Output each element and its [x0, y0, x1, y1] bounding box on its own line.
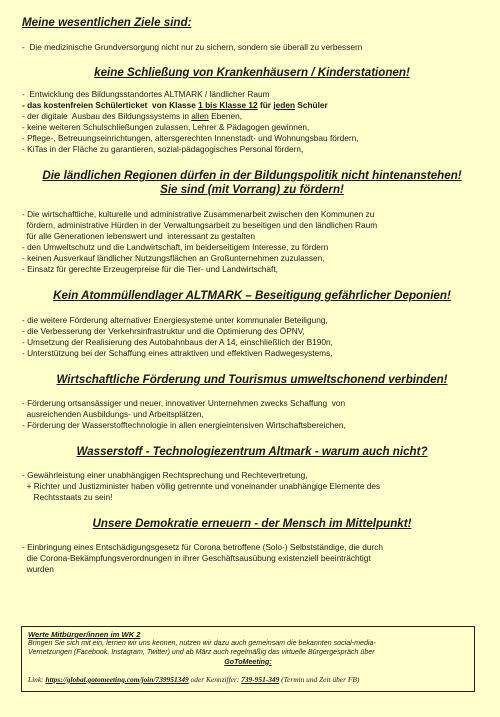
link-label: Link: — [28, 674, 46, 684]
education-list — [22, 89, 482, 155]
list-item: - Einsatz für gerechte Erzeugerpreise für die Tier- und Landwirtschaft, — [22, 264, 278, 274]
list-item-school-ticket — [22, 100, 482, 111]
infobox-body-line-1: Bringen Sie sich mit ein, lernen wir uns kennen, nutzen wir dazu auch gemeinsam die bekannten social-media- — [28, 639, 376, 648]
list-item: - Pflege-, Betreuungseinrichtungen, altersgerechten Innenstadt- und Wohnungsbau fördern, — [22, 133, 359, 143]
heading-line-1: Die ländlichen Regionen dürfen in der Bildungspolitik nicht hintenanstehen! — [42, 169, 462, 182]
economy-list — [22, 398, 482, 431]
meeting-note: (Termin und Zeit über FB) — [279, 674, 360, 684]
list-item: - den Umweltschutz und die Landwirtschaft, im beiderseitigem Interesse, zu fördern — [22, 242, 329, 252]
list-item: ausreichenden Ausbildungs- und Arbeitsplätzen, — [22, 409, 204, 419]
section-heading-nuclear: Kein Atommüllendlager ALTMARK – Beseitigung gefährlicher Deponien! — [53, 289, 451, 302]
meeting-code: 739-951-349 — [241, 674, 280, 684]
list-item: - Entwicklung des Bildungsstandortes ALTMARK / ländlicher Raum — [22, 89, 270, 99]
section-heading-goals: Meine wesentlichen Ziele sind: — [22, 16, 192, 29]
list-item-text: - der digitale Ausbau des Bildungssystems in allen Ebenen, — [22, 111, 243, 121]
list-item: - keinen Ausverkauf ländlicher Nutzungsflächen an Großunternehmen zuzulassen, — [22, 253, 325, 263]
underlined-text: allen — [191, 111, 209, 121]
goals-list — [22, 42, 482, 53]
section-heading-democracy: Unsere Demokratie erneuern - der Mensch im Mittelpunkt! — [92, 517, 412, 530]
list-item: - Gewährleistung einer unabhängigen Rechtsprechung und Rechtevertretung, — [22, 470, 308, 480]
list-item: - die Verbesserung der Verkehrsinfrastruktur und die Optimierung des ÖPNV, — [22, 326, 305, 336]
list-item: - Die medizinische Grundversorgung nicht nur zu sichern, sondern sie überall zu verbessern — [22, 42, 363, 52]
gotomeeting-label: GoToMeeting: — [224, 657, 272, 666]
meeting-info-box — [21, 626, 475, 692]
section-heading-economy: Wirtschaftliche Förderung und Tourismus umweltschonend verbinden! — [56, 373, 448, 386]
list-item: fördern, administrative Hürden in der Verwaltungsarbeit zu beseitigen und den ländlichen Raum — [22, 220, 378, 230]
list-item-digital — [22, 111, 482, 122]
list-item: Rechtsstaats zu sein! — [22, 492, 113, 502]
rural-list — [22, 209, 482, 275]
list-item: - KiTas in der Fläche zu garantieren, sozial-pädagogisches Personal fördern, — [22, 144, 304, 154]
section-heading-hospitals: keine Schließung von Krankenhäusern / Kinderstationen! — [94, 66, 410, 79]
democracy-list — [22, 542, 482, 575]
energy-list — [22, 315, 482, 359]
underlined-text: 1 bis Klasse 12 — [198, 100, 258, 110]
list-item: - Unterstützung bei der Schaffung eines attraktiven und effektiven Radwegesystems, — [22, 348, 333, 358]
list-item: + Richter und Justizminister haben völlig getrennte und voneinander unabhängige Elemente des — [22, 481, 381, 491]
code-label: oder Kennziffer: — [188, 674, 242, 684]
list-item: - Förderung der Wasserstofftechnologie in allen energieintensiven Wirtschaftsbereichen, — [22, 420, 346, 430]
list-item: - Einbringung eines Entschädigungsgesetz für Corona betroffene (Solo-) Selbstständige, die durch — [22, 542, 383, 552]
meeting-link-line — [28, 675, 468, 684]
list-item: für alle Generationen lebenswert und interessant zu gestalten — [22, 231, 255, 241]
list-item: - Umsetzung der Realisierung des Autobahnbaus der A 14, einschließlich der B190n, — [22, 337, 333, 347]
list-item: - Förderung ortsansässiger und neuer, innovativer Unternehmen zwecks Schaffung von — [22, 398, 346, 408]
list-item: - keine weiteren Schulschließungen zulassen, Lehrer & Pädagogen gewinnen, — [22, 122, 310, 132]
infobox-body-line-2: Vernetzungen (Facebook, Instagram, Twitter) und ab März auch regelmäßig das virtuelle Bürgergespräch über — [28, 648, 375, 657]
heading-line-2: Sie sind (mit Vorrang) zu fördern! — [160, 183, 344, 196]
list-item: - Die wirtschaftliche, kulturelle und administrative Zusammenarbeit zwischen den Kommunen zu — [22, 209, 375, 219]
list-item-text: - das kostenfreien Schülerticket von Klasse 1 bis Klasse 12 für jeden Schüler — [22, 100, 328, 110]
meeting-link[interactable]: https://global.gotomeeting.com/join/739951349 — [45, 674, 189, 684]
list-item: wurden — [22, 564, 54, 574]
infobox-title: Werte Mitbürger/innen im WK 2 — [28, 630, 141, 639]
section-heading-rural — [22, 169, 482, 197]
underlined-text: jeden — [273, 100, 296, 110]
list-item: - die weitere Förderung alternativer Energiesysteme unter kommunaler Beteiligung, — [22, 315, 328, 325]
section-heading-hydrogen: Wasserstoff - Technologiezentrum Altmark - warum auch nicht? — [76, 445, 428, 458]
list-item: die Corona-Bekämpfungsverordnungen in ihrer Geschäftsausübung existenziell beeinträchtigt — [22, 553, 371, 563]
justice-list — [22, 470, 482, 503]
